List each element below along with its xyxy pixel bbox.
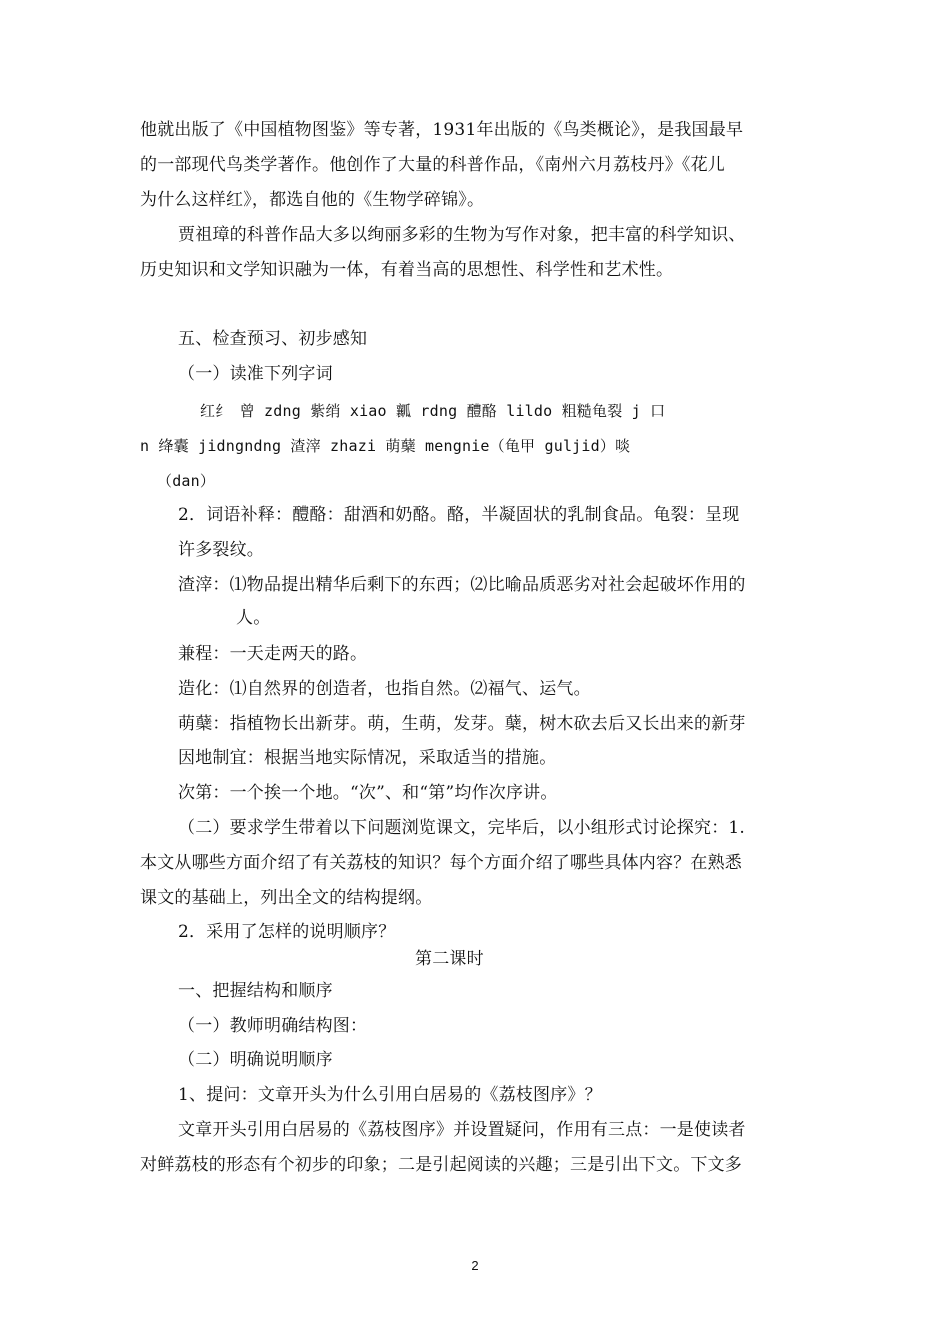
paragraph-line: 萌蘖：指植物长出新芽。萌，生萌，发芽。蘖，树木砍去后又长出来的新芽 [178,714,746,734]
vocabulary-line: n 绛囊 jidngndng 渣滓 zhazi 萌蘖 mengnie（龟甲 guljid）啖 [140,437,631,455]
paragraph-line: 2．采用了怎样的说明顺序？ [178,922,396,942]
subsection-heading: （一）读准下列字词 [178,364,333,384]
subsection-heading: （一）教师明确结构图： [178,1016,368,1036]
paragraph-line: 次第：一个挨一个地。“次”、和“第”均作次序讲。 [178,783,558,803]
paragraph-line: 对鲜荔枝的形态有个初步的印象；二是引起阅读的兴趣；三是引出下文。下文多 [140,1155,742,1175]
paragraph-line: （二）要求学生带着以下问题浏览课文，完毕后，以小组形式讨论探究：1. [178,818,746,838]
paragraph-line: 许多裂纹。 [178,540,264,560]
lesson-title: 第二课时 [415,949,484,969]
paragraph-line: 1、提问：文章开头为什么引用白居易的《荔枝图序》？ [178,1085,602,1105]
paragraph-line: 贾祖璋的科普作品大多以绚丽多彩的生物为写作对象，把丰富的科学知识、 [178,225,746,245]
paragraph-line: 历史知识和文学知识融为一体，有着当高的思想性、科学性和艺术性。 [140,260,674,280]
paragraph-line: 的一部现代鸟类学著作。他创作了大量的科普作品，《南州六月荔枝丹》《花儿 [140,155,725,175]
paragraph-line: 文章开头引用白居易的《荔枝图序》并设置疑问，作用有三点：一是使读者 [178,1120,746,1140]
vocabulary-line: 红纟 曾 zdng 紫绡 xiao 瓤 rdng 醴酪 lildo 粗糙龟裂 j 口 [200,402,666,420]
paragraph-line: 2．词语补释：醴酪：甜酒和奶酪。酪，半凝固状的乳制食品。龟裂：呈现 [178,505,740,525]
vocabulary-line: （dan） [157,472,216,490]
section-heading: 一、把握结构和顺序 [178,981,333,1001]
subsection-heading: （二）明确说明顺序 [178,1050,333,1070]
paragraph-line: 本文从哪些方面介绍了有关荔枝的知识？每个方面介绍了哪些具体内容？在熟悉 [140,853,742,873]
paragraph-line: 造化：⑴自然界的创造者，也指自然。⑵福气、运气。 [178,679,591,699]
page-number: 2 [471,1258,479,1273]
paragraph-line: 课文的基础上，列出全文的结构提纲。 [140,888,433,908]
paragraph-line: 他就出版了《中国植物图鉴》等专著，1931年出版的《鸟类概论》，是我国最早 [140,120,744,140]
paragraph-line: 兼程：一天走两天的路。 [178,644,368,664]
paragraph-line: 为什么这样红》，都选自他的《生物学碎锦》。 [140,190,485,210]
paragraph-line: 因地制宜：根据当地实际情况，采取适当的措施。 [178,748,557,768]
paragraph-line: 人。 [236,608,271,628]
paragraph-line: 渣滓：⑴物品提出精华后剩下的东西；⑵比喻品质恶劣对社会起破坏作用的 [178,575,746,595]
section-heading: 五、检查预习、初步感知 [178,329,368,349]
